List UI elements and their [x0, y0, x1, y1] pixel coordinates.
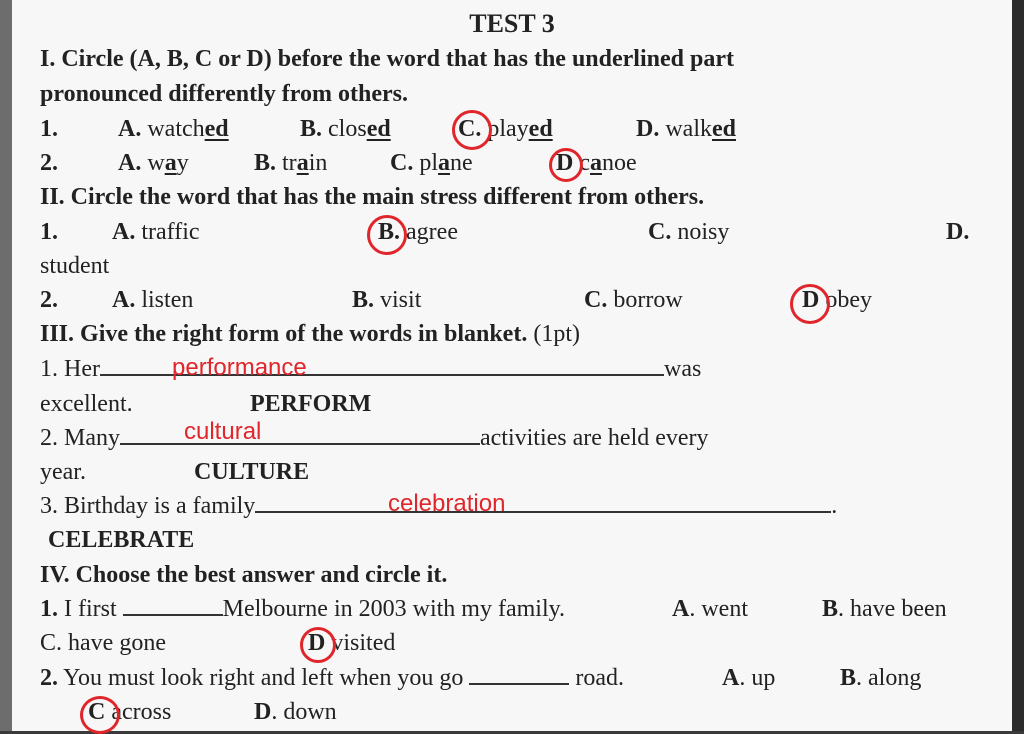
- section3-heading: III. Give the right form of the words in blanket. (1pt): [40, 321, 580, 347]
- s1-q1-option-b[interactable]: B. closed: [300, 116, 391, 142]
- s3-q3-blank[interactable]: [255, 491, 831, 513]
- s2-q2-number: 2.: [40, 287, 58, 313]
- s1-q1-number: 1.: [40, 116, 58, 142]
- s3-q1-line2: excellent.: [40, 391, 133, 417]
- s1-q1-option-c[interactable]: C. played: [458, 116, 553, 142]
- s2-q2-option-c[interactable]: C. borrow: [584, 287, 683, 313]
- s3-q1-answer: performance: [172, 354, 307, 381]
- s4-q2-blank[interactable]: [469, 663, 569, 685]
- s1-q2-option-d[interactable]: D canoe: [556, 150, 637, 176]
- section1-heading-line2: pronounced differently from others.: [40, 81, 408, 107]
- s4-q1-stem: 1. I first Melbourne in 2003 with my family.: [40, 596, 566, 622]
- s2-q2-answer-circle: [790, 284, 830, 324]
- s3-q3-answer: celebration: [388, 490, 506, 517]
- s3-q1-prefix: 1. Her was: [40, 356, 702, 382]
- s3-q2-prefix: 2. Many activities are held every: [40, 425, 709, 451]
- s2-q2-option-d[interactable]: D obey: [802, 287, 872, 313]
- s4-q2-stem: 2. You must look right and left when you go road.: [40, 665, 624, 691]
- s4-q1-option-d[interactable]: D visited: [308, 630, 396, 656]
- s2-q1-option-a[interactable]: A. traffic: [112, 219, 200, 245]
- s4-q2-option-c[interactable]: C across: [88, 699, 172, 725]
- s3-q2-answer: cultural: [184, 418, 262, 445]
- s3-q2-keyword: CULTURE: [194, 459, 310, 485]
- s4-q1-option-b[interactable]: B. have been: [822, 596, 947, 622]
- s1-q1-option-a[interactable]: A. watched: [118, 116, 229, 142]
- left-border: [0, 0, 12, 731]
- s1-q1-answer-circle: [452, 110, 492, 150]
- s1-q2-answer-circle: [549, 148, 583, 182]
- s1-q2-option-c[interactable]: C. plane: [390, 150, 473, 176]
- page-title: TEST 3: [469, 9, 555, 38]
- s3-q2-blank[interactable]: [120, 423, 480, 445]
- s1-q1-option-d[interactable]: D. walked: [636, 116, 736, 142]
- s2-q1-answer-circle: [367, 215, 407, 255]
- s3-q2-line2: year.: [40, 459, 86, 485]
- section4-heading: IV. Choose the best answer and circle it.: [40, 562, 448, 588]
- right-border: [1012, 0, 1024, 731]
- section2-heading: II. Circle the word that has the main stress different from others.: [40, 184, 705, 210]
- s3-q1-keyword: PERFORM: [250, 391, 372, 417]
- s3-q3-keyword: CELEBRATE: [48, 527, 195, 553]
- s4-q2-option-a[interactable]: A. up: [722, 665, 776, 691]
- s4-q2-option-b[interactable]: B. along: [840, 665, 922, 691]
- s4-q1-option-a[interactable]: A. went: [672, 596, 748, 622]
- s1-q2-option-a[interactable]: A. way: [118, 150, 189, 176]
- s2-q2-option-b[interactable]: B. visit: [352, 287, 422, 313]
- s4-q2-answer-circle: [80, 696, 120, 734]
- s2-q1-option-d-word[interactable]: student: [40, 253, 110, 279]
- s1-q2-number: 2.: [40, 150, 58, 176]
- s4-q2-option-d[interactable]: D. down: [254, 699, 337, 725]
- s4-q1-blank[interactable]: [123, 594, 223, 616]
- section1-heading-line1: I. Circle (A, B, C or D) before the word that has the underlined part: [40, 46, 734, 72]
- s2-q1-option-d-letter[interactable]: D.: [946, 219, 970, 245]
- s2-q1-number: 1.: [40, 219, 58, 245]
- s4-q1-answer-circle: [300, 627, 336, 663]
- s2-q2-option-a[interactable]: A. listen: [112, 287, 194, 313]
- s2-q1-option-b[interactable]: B. agree: [378, 219, 458, 245]
- s3-q3-prefix: 3. Birthday is a family .: [40, 493, 838, 519]
- s1-q2-option-b[interactable]: B. train: [254, 150, 328, 176]
- worksheet: [12, 0, 1012, 731]
- s4-q1-option-c[interactable]: C. have gone: [40, 630, 166, 656]
- s2-q1-option-c[interactable]: C. noisy: [648, 219, 730, 245]
